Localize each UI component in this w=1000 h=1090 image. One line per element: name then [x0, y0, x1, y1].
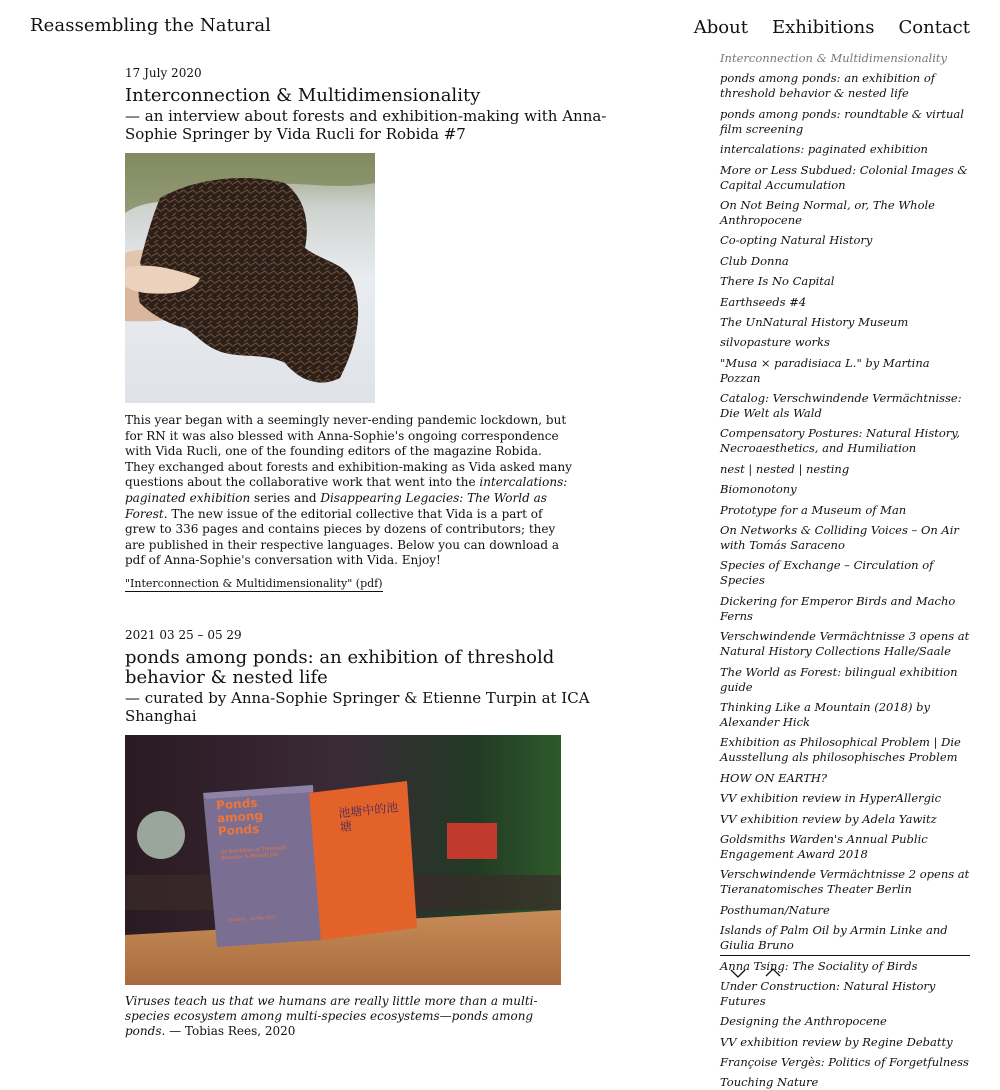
- sidebar-item[interactable]: Species of Exchange – Circulation of Species: [720, 558, 934, 588]
- sidebar-item[interactable]: More or Less Subdued: Colonial Images & Capital Accumulation: [720, 162, 968, 192]
- book2-cover-title: 池塘中的池塘: [337, 800, 399, 835]
- book1-cover-title: Ponds among Ponds: [215, 795, 264, 839]
- sidebar-item[interactable]: Françoise Vergès: Politics of Forgetfulness: [720, 1055, 969, 1070]
- post-index-sidebar[interactable]: [720, 51, 970, 1090]
- body-text-b: series and: [250, 490, 321, 505]
- sidebar-item[interactable]: VV exhibition review by Adela Yawitz: [720, 811, 937, 826]
- body-emphasis-intercalations: intercalations: paginated exhibition: [125, 475, 568, 505]
- chevron-down-icon[interactable]: [729, 964, 749, 978]
- sidebar-item[interactable]: There Is No Capital: [720, 274, 835, 289]
- sidebar-item[interactable]: Under Construction: Natural History Futures: [720, 978, 936, 1008]
- sidebar-item[interactable]: Club Donna: [720, 253, 789, 268]
- sidebar-item[interactable]: Earthseeds #4: [720, 294, 807, 309]
- body-emphasis-disappearing-legacies: Disappearing Legacies: The World as Forest: [125, 490, 547, 521]
- sidebar-item[interactable]: Exhibition as Philosophical Problem | Die Ausstellung als philosophisches Problem: [720, 735, 961, 765]
- sidebar-item[interactable]: Co-opting Natural History: [720, 233, 873, 248]
- post-feed: [125, 66, 625, 1039]
- sidebar-item[interactable]: HOW ON EARTH?: [720, 770, 828, 785]
- sidebar-item[interactable]: VV exhibition review in HyperAllergic: [720, 791, 942, 806]
- sidebar-item[interactable]: Catalog: Verschwindende Vermächtnisse: Die Welt als Wald: [720, 391, 962, 421]
- nav-contact[interactable]: Contact: [898, 17, 970, 38]
- nav-about[interactable]: About: [693, 17, 748, 38]
- sidebar-item[interactable]: Goldsmiths Warden's Annual Public Engagement Award 2018: [720, 831, 928, 861]
- sidebar-item[interactable]: Designing the Anthropocene: [720, 1014, 887, 1029]
- sidebar-item[interactable]: VV exhibition review by Regine Debatty: [720, 1034, 953, 1049]
- sidebar-item[interactable]: The UnNatural History Museum: [720, 314, 909, 329]
- post-image-exhibition-books: [125, 735, 561, 985]
- post-subtitle: — curated by Anna-Sophie Springer & Etienne Turpin at ICA Shanghai: [125, 688, 590, 725]
- sidebar-item[interactable]: Prototype for a Museum of Man: [720, 502, 907, 517]
- sidebar-item[interactable]: Compensatory Postures: Natural History, Necroaesthetics, and Humiliation: [720, 426, 960, 456]
- sidebar-item[interactable]: Interconnection & Multidimensionality: [720, 51, 948, 65]
- sidebar-item[interactable]: On Networks & Colliding Voices – On Air with Tomás Saraceno: [720, 523, 959, 553]
- chevron-up-icon[interactable]: [764, 964, 784, 978]
- nav-exhibitions[interactable]: Exhibitions: [771, 17, 875, 38]
- book1-cover-dates: 25 March – 29 May 2021: [226, 914, 277, 923]
- sidebar-item[interactable]: Verschwindende Vermächtnisse 2 opens at Tieranatomisches Theater Berlin: [720, 867, 970, 897]
- sidebar-item[interactable]: Posthuman/Nature: [720, 902, 830, 917]
- book1-cover-subtitle: An Exhibition of Threshold Behavior & Nested Life: [220, 845, 287, 862]
- site-title[interactable]: Reassembling the Natural: [30, 15, 272, 36]
- body-text-c: . The new issue of the editorial collective that Vida is a part of grew to 336 pages and contains pieces by dozens of contributors; they are published in their respective languages. Below you can download a pdf of Anna-Sophie's conversation with Vida. Enjoy!: [125, 506, 559, 568]
- sidebar-item[interactable]: silvopasture works: [720, 335, 830, 350]
- caption-attribution: . — Tobias Rees, 2020: [161, 1023, 296, 1038]
- post-subtitle: — an interview about forests and exhibition-making with Anna-Sophie Springer by Vida Rucli for Robida #7: [125, 107, 607, 143]
- caption-quote: Viruses teach us that we humans are really little more than a multi-species ecosystem among multi-species ecosystems—ponds among ponds: [125, 993, 538, 1038]
- pdf-download-link[interactable]: "Interconnection & Multidimensionality" (pdf): [125, 576, 383, 590]
- post-ponds-among-ponds: [125, 628, 625, 1039]
- sidebar-item[interactable]: Dickering for Emperor Birds and Macho Ferns: [720, 593, 956, 623]
- post-title[interactable]: Interconnection & Multidimensionality: [125, 85, 481, 106]
- sidebar-item[interactable]: nest | nested | nesting: [720, 461, 850, 476]
- post-title[interactable]: ponds among ponds: an exhibition of threshold behavior & nested life: [125, 646, 555, 688]
- body-text-a: This year began with a seemingly never-ending pandemic lockdown, but for RN it was also blessed with Anna-Sophie's ongoing correspondence with Vida Rucli, one of the founding editors of the magazine Robida. They exchanged about forests and exhibition-making as Vida asked many questions about the collaborative work that went into the: [125, 413, 572, 490]
- sidebar-item[interactable]: "Musa × paradisiaca L." by Martina Pozzan: [720, 355, 930, 385]
- sidebar-item[interactable]: On Not Being Normal, or, The Whole Anthropocene: [720, 197, 935, 227]
- sidebar-item[interactable]: The World as Forest: bilingual exhibition guide: [720, 664, 958, 694]
- sidebar-item[interactable]: ponds among ponds: roundtable & virtual film screening: [720, 106, 964, 136]
- sidebar-item[interactable]: Thinking Like a Mountain (2018) by Alexander Hick: [720, 699, 930, 729]
- sidebar-item[interactable]: Anna Tsing: The Sociality of Birds: [720, 958, 918, 973]
- sidebar-item[interactable]: Biomonotony: [720, 482, 797, 497]
- exhibition-photo-illustration: [125, 735, 561, 985]
- post-body: [125, 413, 575, 569]
- image-caption: [125, 994, 575, 1039]
- bark-photo-illustration: [125, 153, 375, 403]
- sidebar-item[interactable]: intercalations: paginated exhibition: [720, 142, 928, 157]
- sidebar-divider: [720, 955, 970, 956]
- post-date: 17 July 2020: [125, 66, 202, 80]
- post-date: 2021 03 25 – 05 29: [125, 627, 242, 642]
- post-interconnection: [125, 66, 625, 592]
- sidebar-item[interactable]: ponds among ponds: an exhibition of threshold behavior & nested life: [720, 71, 936, 101]
- sidebar-item[interactable]: Islands of Palm Oil by Armin Linke and Giulia Bruno: [720, 923, 948, 953]
- sidebar-item[interactable]: Verschwindende Vermächtnisse 3 opens at Natural History Collections Halle/Saale: [720, 629, 970, 659]
- post-image-forest-bark: [125, 153, 375, 403]
- sidebar-item[interactable]: Touching Nature: [720, 1075, 819, 1090]
- top-nav: [694, 17, 970, 38]
